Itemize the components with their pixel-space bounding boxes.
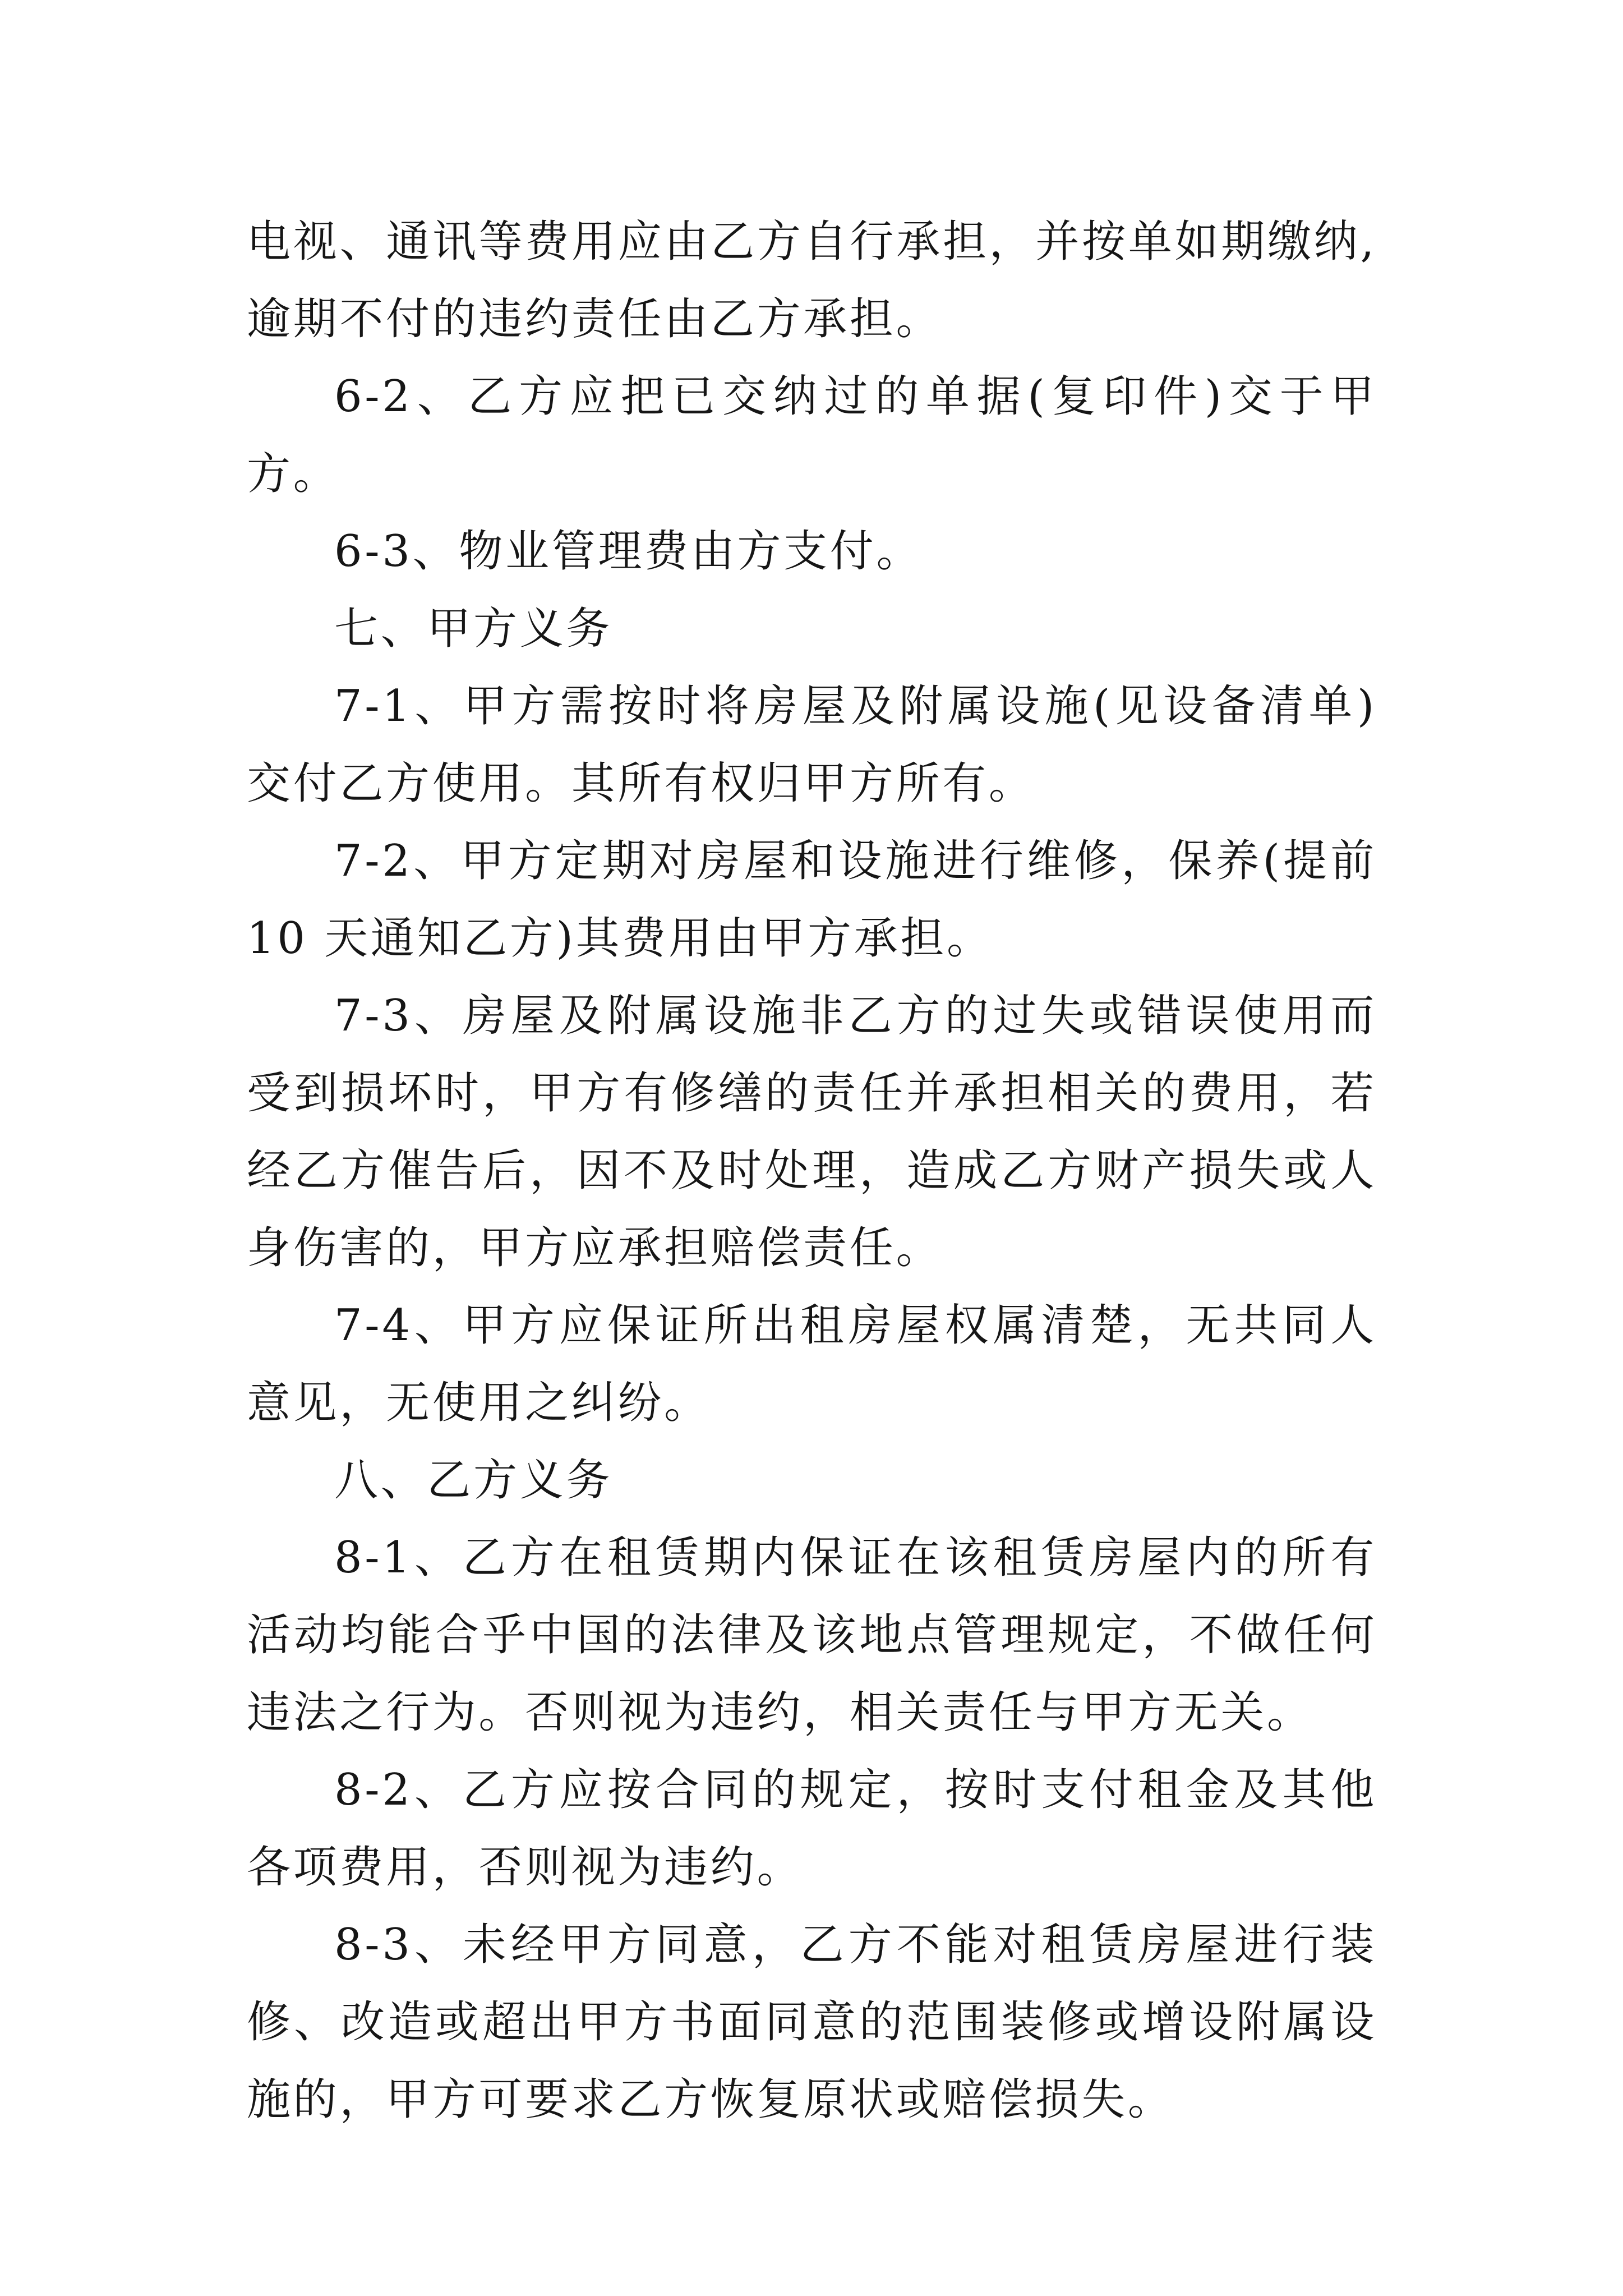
paragraph-7-1: 7-1、甲方需按时将房屋及附属设施(见设备清单)交付乙方使用。其所有权归甲方所有。 [247,681,1377,809]
paragraph-7-2: 7-2、甲方定期对房屋和设施进行维修，保养(提前 10 天通知乙方)其费用由甲方承担。 [247,836,1377,964]
paragraph-6-3: 6-3、物业管理费由方支付。 [334,526,923,577]
paragraph-6-1-continued: 电视、通讯等费用应由乙方自行承担，并按单如期缴纳,逾期不付的违约责任由乙方承担。 [247,217,1377,344]
paragraph-6-2: 6-2、乙方应把已交纳过的单据(复印件)交于甲方。 [247,371,1377,499]
paragraph-8-2: 8-2、乙方应按合同的规定，按时支付租金及其他各项费用，否则视为违约。 [247,1765,1377,1893]
section-heading-8: 八、乙方义务 [334,1455,613,1506]
paragraph-7-3: 7-3、房屋及附属设施非乙方的过失或错误使用而受到损坏时，甲方有修缮的责任并承担相关的费用，若经乙方催告后，因不及时处理，造成乙方财产损失或人身伤害的，甲方应承担赔偿责任。 [247,991,1377,1273]
paragraph-7-4: 7-4、甲方应保证所出租房屋权属清楚，无共同人意见，无使用之纠纷。 [247,1300,1377,1428]
paragraph-8-3: 8-3、未经甲方同意，乙方不能对租赁房屋进行装修、改造或超出甲方书面同意的范围装修或增设附属设施的，甲方可要求乙方恢复原状或赔偿损失。 [247,1920,1377,2125]
section-heading-7: 七、甲方义务 [334,604,613,654]
paragraph-8-1: 8-1、乙方在租赁期内保证在该租赁房屋内的所有活动均能合乎中国的法律及该地点管理规定，不做任何违法之行为。否则视为违约，相关责任与甲方无关。 [247,1533,1377,1738]
document-page [247,203,1377,2138]
